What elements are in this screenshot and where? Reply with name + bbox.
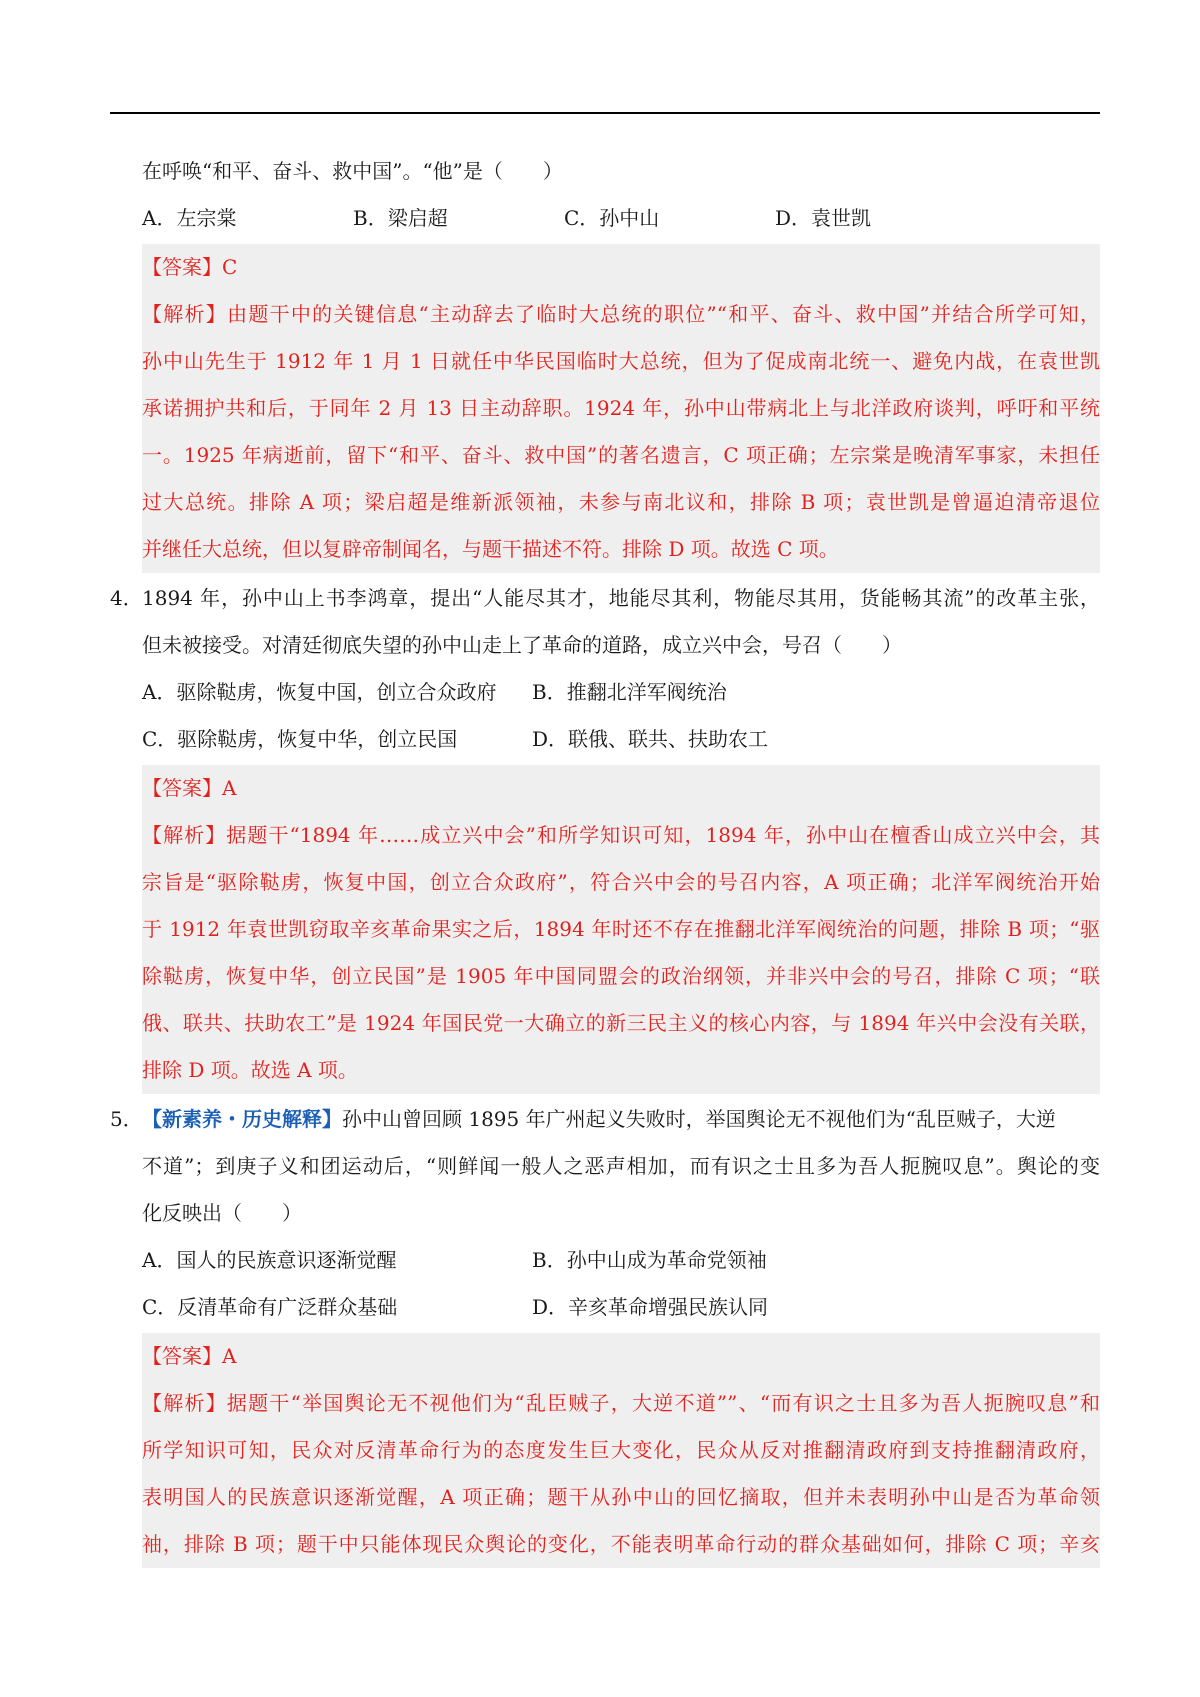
q4-number: 4． (110, 586, 143, 610)
q5-option-c: C．反清革命有广泛群众基础 (142, 1295, 398, 1319)
q3-analysis-line: 孙中山先生于 1912 年 1 月 1 日就任中华民国临时大总统，但为了促成南北统一、避免内战，在袁世凯 (142, 349, 1100, 373)
q3-answer-box (142, 244, 1100, 573)
q5-option-a: A．国人的民族意识逐渐觉醒 (142, 1248, 397, 1272)
q3-stem-tail: 在呼唤“和平、奋斗、救中国”。“他”是（ ） (142, 159, 563, 183)
q3-analysis-line: 过大总统。排除 A 项；梁启超是维新派领袖，未参与南北议和，排除 B 项；袁世凯是曾逼迫清帝退位 (142, 490, 1100, 514)
q5-tag: 【新素养・历史解释】 (142, 1107, 342, 1131)
q3-analysis-line: 承诺拥护共和后，于同年 2 月 13 日主动辞职。1924 年，孙中山带病北上与北洋政府谈判，呼吁和平统 (142, 396, 1100, 420)
q5-analysis-line: 表明国人的民族意识逐渐觉醒，A 项正确；题干从孙中山的回忆摘取，但并未表明孙中山是否为革命领 (142, 1485, 1100, 1509)
q4-stem-text: 1894 年，孙中山上书李鸿章，提出“人能尽其才，地能尽其利，物能尽其用，货能畅其流”的改革主张， (142, 586, 1100, 610)
q4-option-b: B．推翻北洋军阀统治 (532, 680, 727, 704)
q4-stem-line: 但未被接受。对清廷彻底失望的孙中山走上了革命的道路，成立兴中会，号召（ ） (142, 633, 902, 657)
page-content (110, 148, 1100, 1570)
q4-analysis-line: 俄、联共、扶助农工”是 1924 年国民党一大确立的新三民主义的核心内容，与 1894 年兴中会没有关联， (142, 1011, 1100, 1035)
q5-stem-line: 化反映出（ ） (142, 1201, 302, 1225)
q5-answer: 【答案】A (142, 1344, 237, 1368)
q3-option-b: B．梁启超 (353, 206, 448, 230)
q5-option-d: D．辛亥革命增强民族认同 (532, 1295, 769, 1319)
q5-answer-box (142, 1333, 1100, 1568)
q4-answer-box (142, 765, 1100, 1094)
header-rule (110, 112, 1100, 114)
q3-option-a: A．左宗棠 (142, 206, 237, 230)
q3-option-c: C．孙中山 (564, 206, 660, 230)
q4-option-a: A．驱除鞑虏，恢复中国，创立合众政府 (142, 680, 497, 704)
q4-analysis-line: 除鞑虏，恢复中华，创立民国”是 1905 年中国同盟会的政治纲领，并非兴中会的号召，排除 C 项；“联 (142, 964, 1100, 988)
q5-analysis-line: 所学知识可知，民众对反清革命行为的态度发生巨大变化，民众从反对推翻清政府到支持推翻清政府， (142, 1438, 1100, 1462)
q4-options-row (110, 716, 1100, 763)
q3-options (110, 195, 1100, 242)
q4-stem-line (110, 575, 1100, 622)
q4-analysis-line: 于 1912 年袁世凯窃取辛亥革命果实之后，1894 年时还不存在推翻北洋军阀统治的问题，排除 B 项；“驱 (142, 917, 1100, 941)
q5-stem-line (110, 1096, 1100, 1143)
q4-analysis-line: 宗旨是“驱除鞑虏，恢复中国，创立合众政府”，符合兴中会的号召内容，A 项正确；北洋军阀统治开始 (142, 870, 1100, 894)
q3-analysis-line: 一。1925 年病逝前，留下“和平、奋斗、救中国”的著名遗言，C 项正确；左宗棠是晚清军事家，未担任 (142, 443, 1100, 467)
q4-option-c: C．驱除鞑虏，恢复中华，创立民国 (142, 727, 458, 751)
q4-analysis-line: 【解析】据题干“1894 年……成立兴中会”和所学知识可知，1894 年，孙中山在檀香山成立兴中会，其 (142, 823, 1100, 847)
q5-options-row (110, 1237, 1100, 1284)
q5-number: 5． (110, 1107, 143, 1131)
q5-analysis-line: 袖，排除 B 项；题干中只能体现民众舆论的变化，不能表明革命行动的群众基础如何，排除 C 项；辛亥 (142, 1532, 1100, 1556)
q5-analysis-line: 【解析】据题干“举国舆论无不视他们为“乱臣贼子，大逆不道””、“而有识之士且多为吾人扼腕叹息”和 (142, 1391, 1100, 1415)
q3-analysis-line: 【解析】由题干中的关键信息“主动辞去了临时大总统的职位”“和平、奋斗、救中国”并结合所学可知， (142, 302, 1100, 326)
q4-analysis-line: 排除 D 项。故选 A 项。 (142, 1058, 358, 1082)
q5-stem-text: 孙中山曾回顾 1895 年广州起义失败时，举国舆论无不视他们为“乱臣贼子，大逆 (342, 1107, 1056, 1131)
q4-option-d: D．联俄、联共、扶助农工 (532, 727, 769, 751)
q4-options-row (110, 669, 1100, 716)
q5-stem-line: 不道”；到庚子义和团运动后，“则鲜闻一般人之恶声相加，而有识之士且多为吾人扼腕叹息”。舆论的变 (142, 1154, 1100, 1178)
q3-answer: 【答案】C (142, 255, 238, 279)
q5-option-b: B．孙中山成为革命党领袖 (532, 1248, 767, 1272)
q4-answer: 【答案】A (142, 776, 237, 800)
q3-analysis-line: 并继任大总统，但以复辟帝制闻名，与题干描述不符。排除 D 项。故选 C 项。 (142, 537, 839, 561)
q3-option-d: D．袁世凯 (775, 206, 872, 230)
q5-options-row (110, 1284, 1100, 1331)
